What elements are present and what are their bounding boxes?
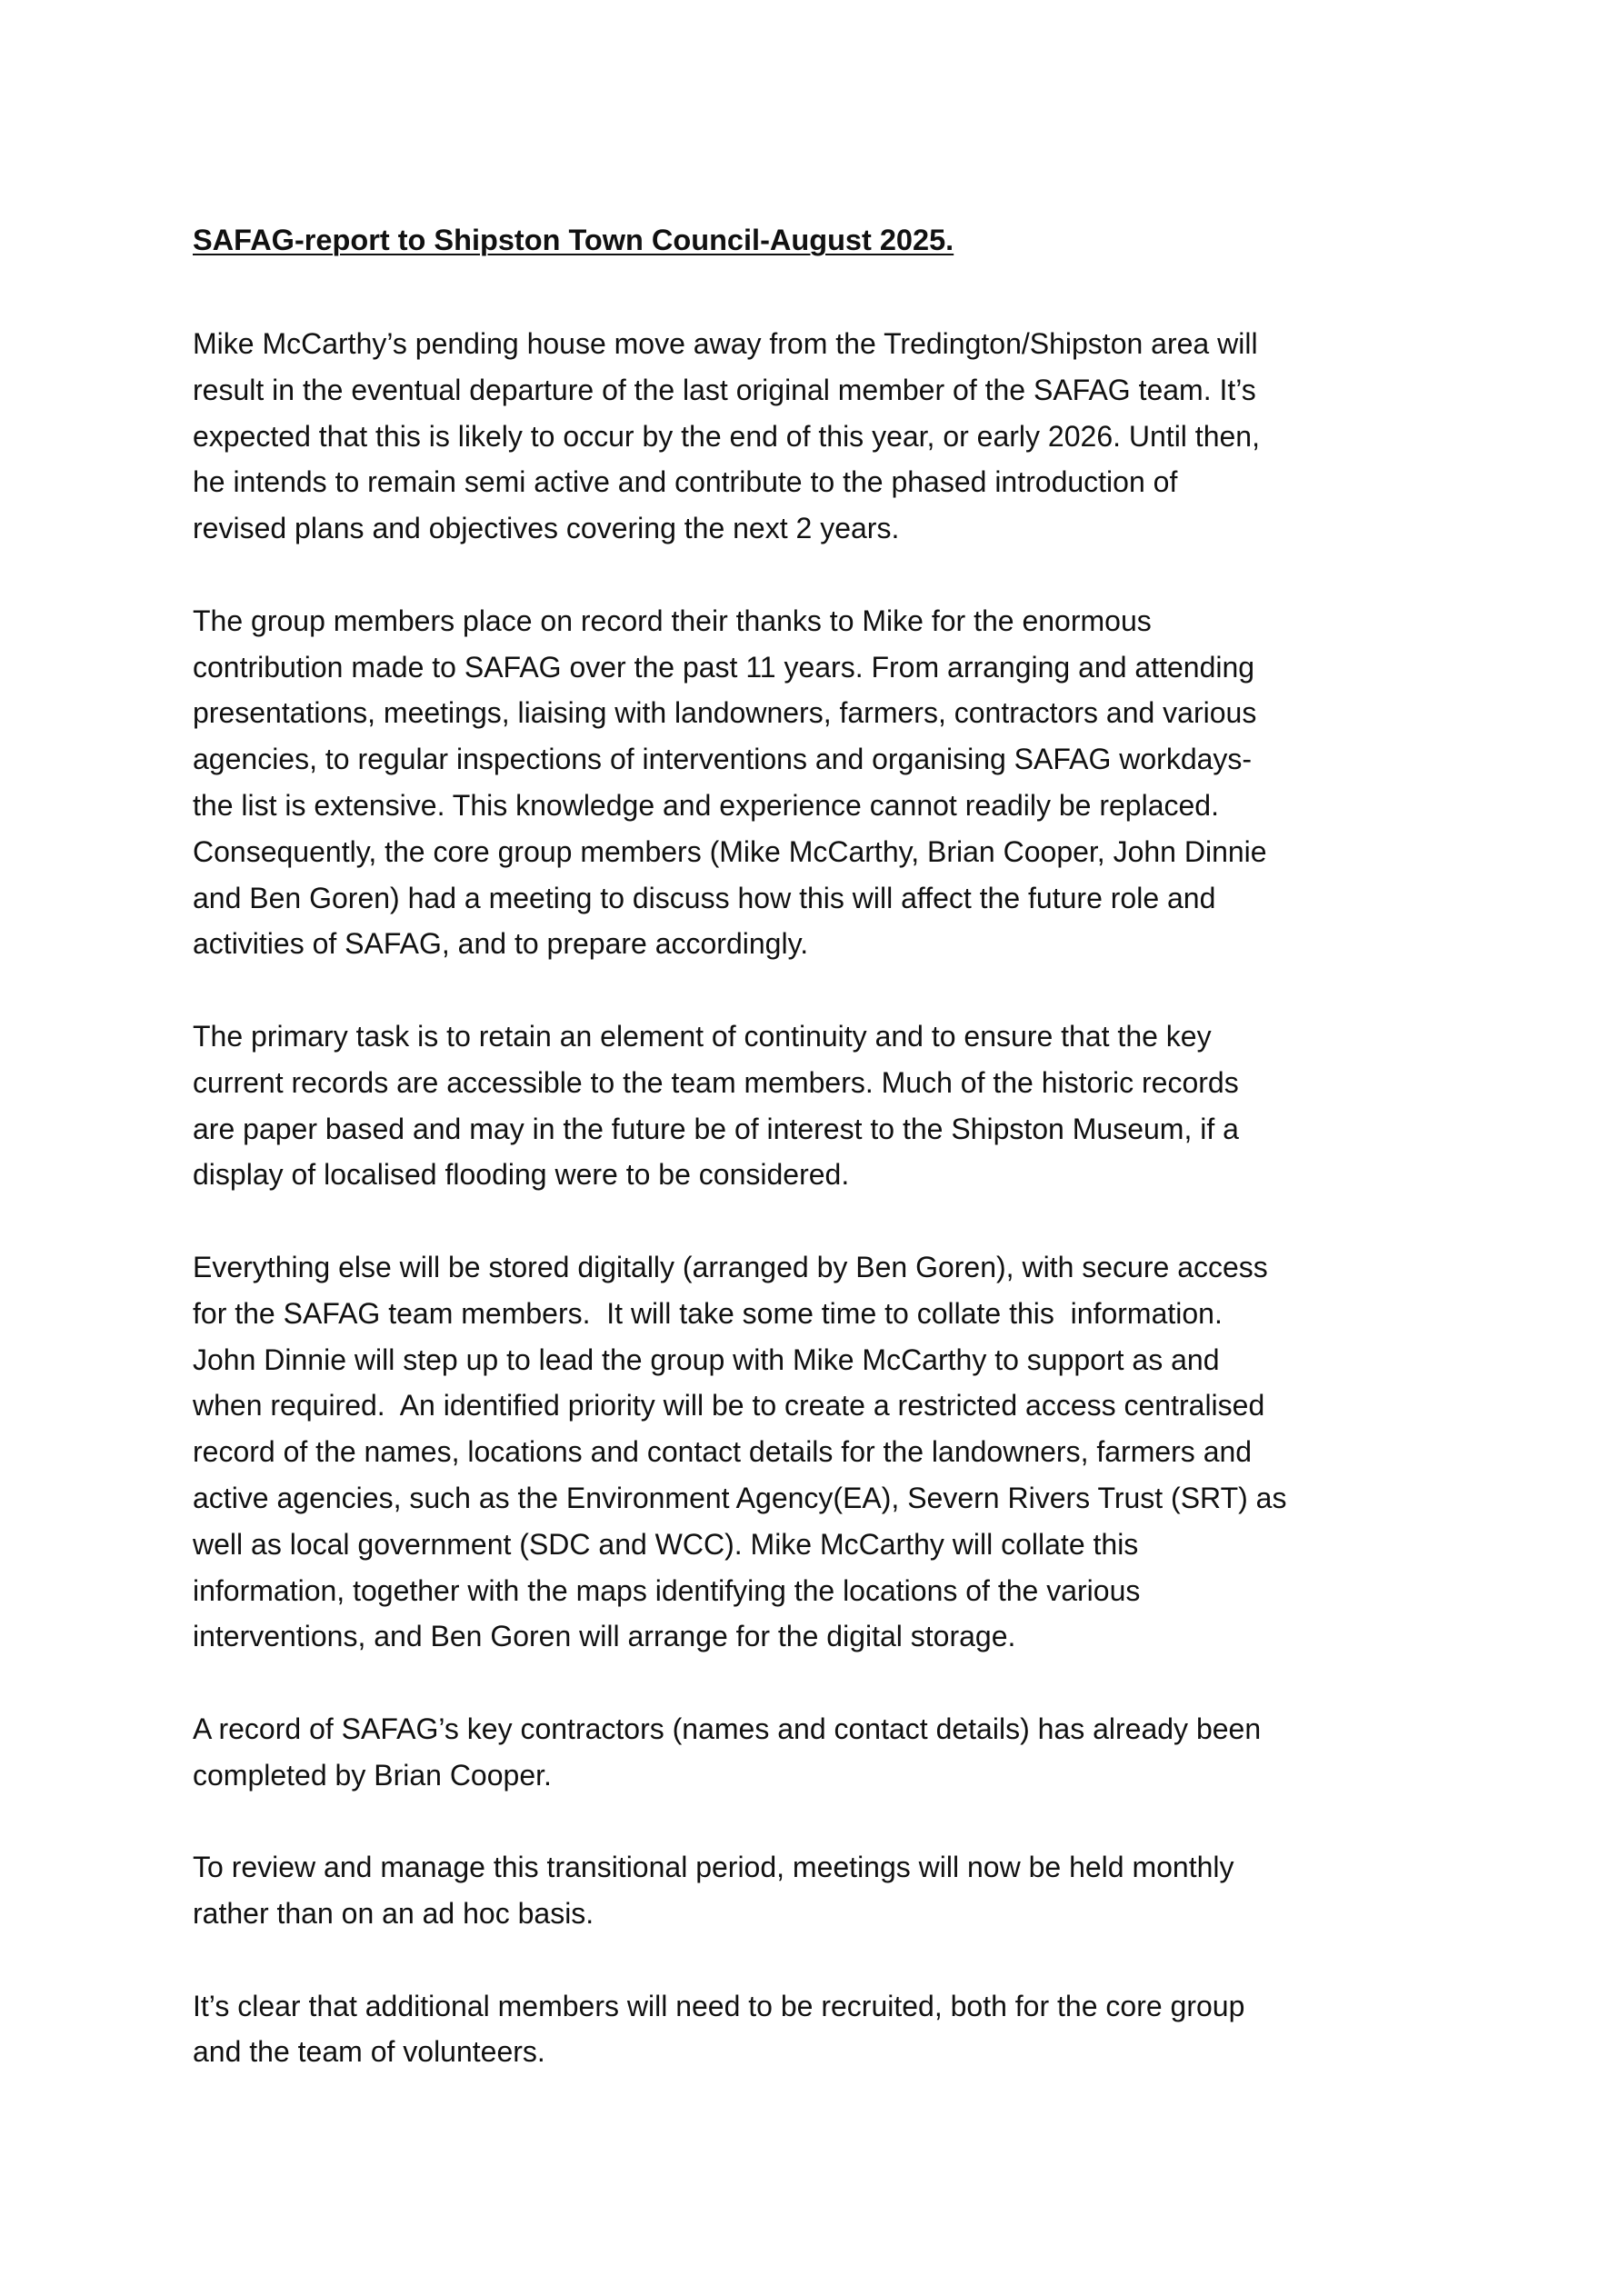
text-line: when required. An identified priority will be to create a restricted access centralised xyxy=(193,1389,1265,1423)
paragraph-recruitment xyxy=(193,1983,1465,2076)
text-line: expected that this is likely to occur by the end of this year, or early 2026. Until then, xyxy=(193,419,1260,453)
text-line: he intends to remain semi active and contribute to the phased introduction of xyxy=(193,465,1178,499)
text-line: agencies, to regular inspections of interventions and organising SAFAG workdays- xyxy=(193,743,1253,776)
paragraph-digital-storage xyxy=(193,1244,1465,1660)
text-line: Mike McCarthy’s pending house move away from the Tredington/Shipston area will xyxy=(193,327,1258,360)
text-line: John Dinnie will step up to lead the group with Mike McCarthy to support as and xyxy=(193,1343,1220,1376)
text-line: A record of SAFAG’s key contractors (names and contact details) has already been xyxy=(193,1712,1262,1745)
text-line: revised plans and objectives covering the next 2 years. xyxy=(193,512,900,545)
paragraph-departure-notice xyxy=(193,321,1465,552)
paragraph-contractors-record xyxy=(193,1706,1465,1799)
text-line: information, together with the maps identifying the locations of the various xyxy=(193,1573,1141,1607)
document-body xyxy=(193,321,1465,2121)
text-line: are paper based and may in the future be of interest to the Shipston Museum, if a xyxy=(193,1112,1239,1145)
text-line: The group members place on record their thanks to Mike for the enormous xyxy=(193,604,1152,637)
text-line: the list is extensive. This knowledge and experience cannot readily be replaced. xyxy=(193,788,1219,822)
text-line: presentations, meetings, liaising with landowners, farmers, contractors and various xyxy=(193,696,1257,730)
text-line: interventions, and Ben Goren will arrange for the digital storage. xyxy=(193,1620,1016,1653)
paragraph-primary-task xyxy=(193,1013,1465,1198)
text-line: activities of SAFAG, and to prepare accordingly. xyxy=(193,927,809,961)
document-title: SAFAG-report to Shipston Town Council-August 2025. xyxy=(193,224,954,256)
text-line: rather than on an ad hoc basis. xyxy=(193,1897,594,1931)
text-line: The primary task is to retain an element of continuity and to ensure that the key xyxy=(193,1019,1212,1053)
paragraph-monthly-meetings xyxy=(193,1844,1465,1937)
text-line: well as local government (SDC and WCC). Mike McCarthy will collate this xyxy=(193,1527,1139,1561)
text-line: Everything else will be stored digitally (arranged by Ben Goren), with secure access xyxy=(193,1250,1268,1283)
paragraph-thanks xyxy=(193,598,1465,967)
text-line: result in the eventual departure of the last original member of the SAFAG team. It’s xyxy=(193,373,1256,406)
text-line: current records are accessible to the team members. Much of the historic records xyxy=(193,1065,1239,1099)
text-line: It’s clear that additional members will need to be recruited, both for the core group xyxy=(193,1989,1245,2022)
text-line: To review and manage this transitional period, meetings will now be held monthly xyxy=(193,1851,1234,1884)
text-line: completed by Brian Cooper. xyxy=(193,1758,552,1792)
text-line: Consequently, the core group members (Mike McCarthy, Brian Cooper, John Dinnie xyxy=(193,834,1267,868)
text-line: display of localised flooding were to be considered. xyxy=(193,1158,850,1192)
text-line: active agencies, such as the Environment Agency(EA), Severn Rivers Trust (SRT) as xyxy=(193,1481,1287,1514)
text-line: and Ben Goren) had a meeting to discuss how this will affect the future role and xyxy=(193,881,1216,914)
text-line: and the team of volunteers. xyxy=(193,2035,545,2069)
text-line: for the SAFAG team members. It will take some time to collate this information. xyxy=(193,1296,1223,1330)
text-line: contribution made to SAFAG over the past 11 years. From arranging and attending xyxy=(193,650,1255,684)
text-line: record of the names, locations and contact details for the landowners, farmers and xyxy=(193,1435,1253,1469)
